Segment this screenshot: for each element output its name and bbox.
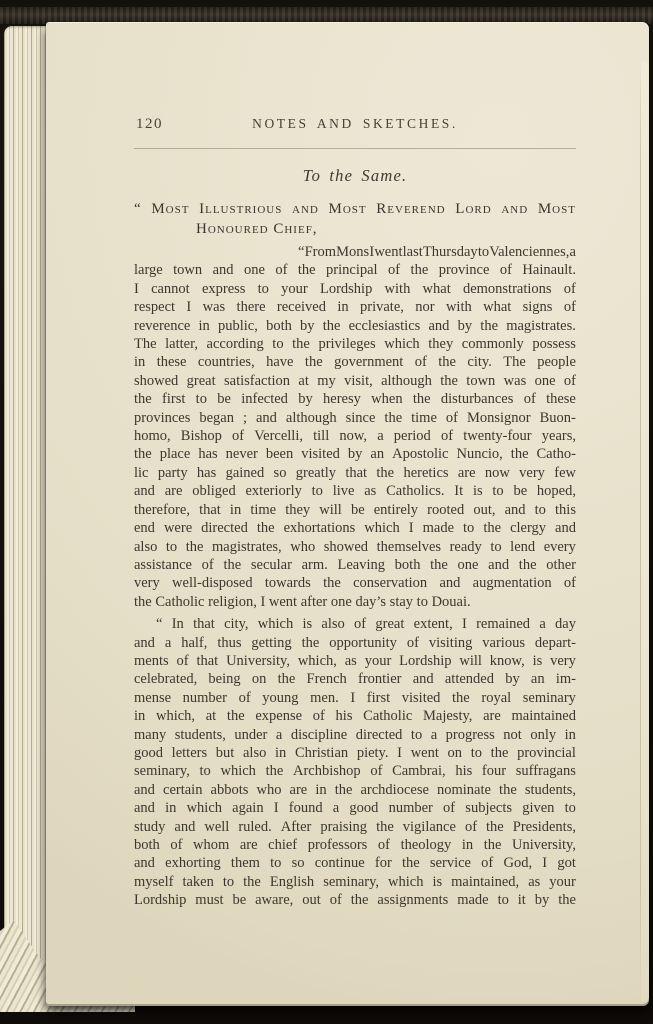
text-line: seminary, to which the Archbishop of Cambrai, his four suffragans	[134, 763, 576, 780]
text-line: in which, at the expense of his Catholic Majesty, are maintained	[134, 708, 576, 725]
text-block	[134, 23, 576, 910]
text-line: and in which again I found a good number of subjects given to	[134, 800, 576, 817]
text-line: lic party has gained so greatly that the heretics are now very few	[134, 464, 576, 481]
text-line: the place has never been visited by an Apostolic Nuncio, the Catho-	[134, 446, 576, 463]
page-header	[134, 115, 576, 133]
text-line: therefore, that in time they will be entirely rooted out, and to this	[134, 501, 576, 518]
text-line: also to the magistrates, who showed themselves ready to lend every	[134, 538, 576, 555]
letter-paragraph-1	[134, 243, 576, 611]
text-line: end were directed the exhortations which I made to the clergy and	[134, 520, 576, 537]
text-line: “ In that city, which is also of great extent, I remained a day	[156, 616, 576, 633]
text-line: “ From Mons I went last Thursday to Valenciennes, a	[298, 244, 576, 260]
text-line: both of whom are chief professors of theology in the University,	[134, 837, 576, 853]
text-line: good letters but also in Christian piety. I went on to the provincial	[134, 744, 576, 761]
text-line: in these countries, have the government of the city. The people	[134, 354, 576, 371]
text-line: and are obliged exteriorly to live as Catholics. It is to be hoped,	[134, 483, 576, 500]
text-line: the Catholic religion, I went after one day’s stay to Douai.	[134, 593, 471, 610]
running-header: NOTES AND SKETCHES.	[252, 116, 458, 131]
header-rule	[134, 148, 576, 149]
text-line: respect I was there received in private, nor with what signs of	[134, 299, 576, 316]
scan-page	[46, 22, 649, 1004]
page-number: 120	[136, 116, 163, 132]
text-line: myself taken to the English seminary, which is maintained, as your	[134, 873, 576, 890]
section-heading: To the Same.	[302, 166, 408, 185]
page-stack-edge	[4, 26, 50, 1008]
text-line: the first to be infected by heresy when the disturbances of these	[134, 391, 576, 408]
text-line: The latter, according to the privileges which they commonly possess	[134, 336, 576, 353]
text-line: Lordship must be aware, out of the assignments made to it by the	[134, 892, 576, 909]
text-line: ments of that University, which, as your Lordship will know, is very	[134, 652, 576, 669]
letter-paragraph-2	[134, 615, 576, 910]
text-line: homo, Bishop of Vercelli, till now, a period of twenty-four years,	[134, 428, 576, 445]
text-line: Honoured Chief,	[196, 221, 318, 237]
letter-salutation	[134, 199, 576, 239]
text-line: very well-disposed towards the conservation and augmentation of	[134, 575, 576, 592]
text-line: and exhorting them to so continue for the service of God, I got	[134, 855, 576, 872]
text-line: showed great satisfaction at my visit, although the town was one of	[134, 372, 576, 389]
text-line: “ Most Illustrious and Most Reverend Lord and Most	[134, 201, 576, 217]
text-line: reverence in public, both by the ecclesiastics and by the magistrates.	[134, 317, 576, 334]
text-line: large town and one of the principal of the province of Hainault.	[134, 262, 576, 279]
text-line: and certain abbots who are in the archdiocese nominate the students,	[134, 781, 576, 798]
text-line: many students, under a discipline directed to a progress not only in	[134, 726, 576, 743]
text-line: mense number of young men. I first visited the royal seminary	[134, 689, 576, 706]
text-line: provinces began ; and although since the time of Monsignor Buon-	[134, 409, 576, 426]
text-line: assistance of the secular arm. Leaving both the one and the other	[134, 556, 576, 573]
text-line: I cannot express to your Lordship with what demonstrations of	[134, 280, 576, 297]
text-line: and a half, thus getting the opportunity of visiting various depart-	[134, 634, 576, 651]
text-line: study and well ruled. After praising the vigilance of the Presidents,	[134, 818, 576, 835]
text-line: celebrated, being on the French frontier and attended by an im-	[134, 671, 576, 688]
